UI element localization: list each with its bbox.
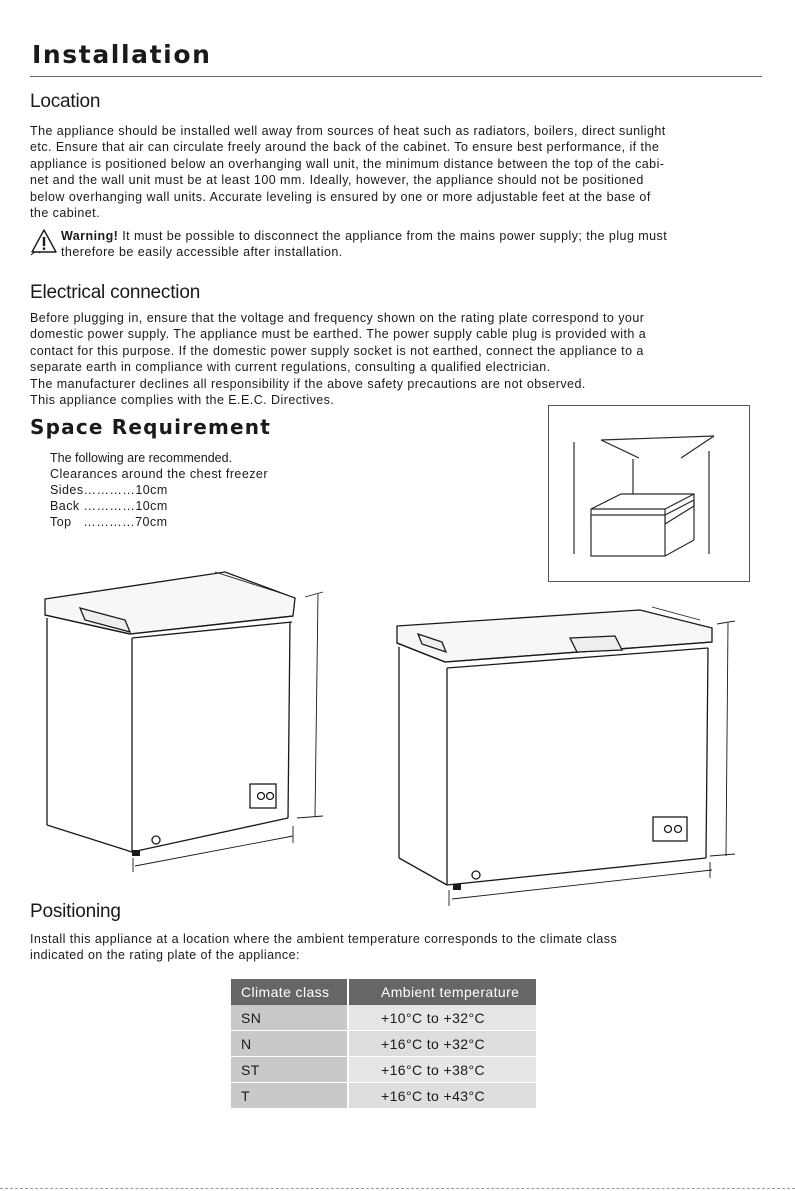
electrical-line: The manufacturer declines all responsibility if the above safety precautions are not observed. — [30, 376, 586, 391]
clearance-value: 10cm — [135, 499, 168, 513]
clearance-label: Sides — [50, 483, 84, 497]
electrical-line: domestic power supply. The appliance must be earthed. The power supply cable plug is provided with a — [30, 327, 647, 342]
location-line: etc. Ensure that air can circulate freely around the back of the cabinet. To ensure best performance, if the — [30, 140, 660, 155]
page-bottom-divider — [0, 1188, 795, 1189]
location-paragraph — [30, 123, 760, 221]
location-line: The appliance should be installed well away from sources of heat such as radiators, boilers, direct sunlight — [30, 124, 666, 138]
location-line: the cabinet. — [30, 206, 101, 221]
electrical-line: This appliance complies with the E.E.C. Directives. — [30, 393, 335, 408]
electrical-heading: Electrical connection — [30, 282, 201, 303]
warning-notice — [30, 228, 762, 261]
page-title: Installation — [32, 40, 212, 69]
space-heading: Space Requirement — [30, 415, 272, 439]
electrical-line: contact for this purpose. If the domestic power supply socket is not earthed, connect the appliance to a — [30, 343, 644, 358]
leader-dots: ………… — [79, 499, 136, 513]
table-header-climate-class: Climate class — [231, 979, 349, 1005]
electrical-line: separate earth in compliance with current regulations, consulting a qualified electrician. — [30, 360, 551, 375]
clearance-value: 10cm — [135, 483, 168, 497]
warning-text — [61, 228, 762, 261]
table-header-ambient-temperature: Ambient temperature — [349, 979, 536, 1005]
clearance-label: Back — [50, 499, 80, 513]
large-freezer-dimension-illustration — [390, 600, 750, 910]
table-cell: N — [231, 1031, 349, 1057]
table-cell: +16°C to +43°C — [349, 1083, 536, 1109]
clearance-row — [50, 498, 268, 514]
table-row — [231, 1083, 536, 1109]
warning-line: It must be possible to disconnect the appliance from the mains power supply; the plug must — [118, 229, 668, 243]
positioning-heading: Positioning — [30, 901, 121, 922]
location-line: appliance is positioned below an overhanging wall unit, the minimum distance between the top of the cabi- — [30, 156, 665, 171]
clearance-list — [50, 450, 268, 530]
positioning-paragraph — [30, 931, 760, 964]
location-line: net and the wall unit must be at least 100 mm. Ideally, however, the appliance should not be positioned — [30, 173, 644, 188]
small-freezer-dimension-illustration — [35, 560, 335, 880]
warning-triangle-icon — [30, 228, 58, 258]
positioning-line: indicated on the rating plate of the appliance: — [30, 948, 300, 963]
clearance-value: 70cm — [135, 515, 168, 529]
room-drawing — [549, 406, 749, 581]
climate-class-table — [231, 979, 536, 1109]
title-divider — [30, 76, 762, 77]
positioning-line: Install this appliance at a location where the ambient temperature corresponds to the climate class — [30, 932, 618, 946]
table-header-row — [231, 979, 536, 1005]
table-row — [231, 1057, 536, 1083]
leader-dots: ………… — [71, 515, 136, 529]
clearance-label: Top — [50, 515, 72, 529]
location-heading: Location — [30, 91, 101, 112]
table-cell: T — [231, 1083, 349, 1109]
space-lead: The following are recommended. — [50, 451, 233, 465]
electrical-paragraph — [30, 310, 760, 408]
table-cell: +10°C to +32°C — [349, 1005, 536, 1031]
table-cell: ST — [231, 1057, 349, 1083]
electrical-line: Before plugging in, ensure that the voltage and frequency shown on the rating plate correspond to your — [30, 311, 645, 325]
warning-label: Warning! — [61, 229, 119, 243]
table-row — [231, 1005, 536, 1031]
table-cell: +16°C to +38°C — [349, 1057, 536, 1083]
table-cell: SN — [231, 1005, 349, 1031]
leader-dots: ………… — [83, 483, 136, 497]
warning-line: therefore be easily accessible after installation. — [61, 245, 343, 260]
space-subtitle: Clearances around the chest freezer — [50, 467, 268, 481]
table-cell: +16°C to +32°C — [349, 1031, 536, 1057]
clearance-row — [50, 482, 268, 498]
location-line: below overhanging wall units. Accurate leveling is ensured by one or more adjustable feet at the base of — [30, 189, 651, 204]
room-placement-illustration — [548, 405, 750, 582]
table-row — [231, 1031, 536, 1057]
clearance-row — [50, 514, 268, 530]
